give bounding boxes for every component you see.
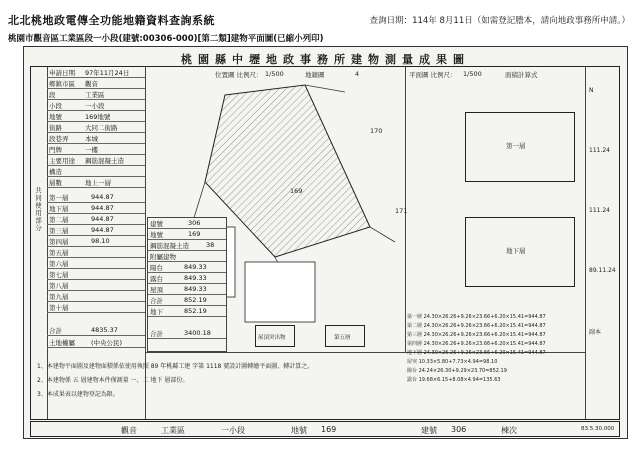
- floor-row: [47, 280, 145, 291]
- info-row: [47, 155, 145, 166]
- first-floor-plan: [465, 112, 575, 182]
- floor-row-label: 第一層: [49, 194, 69, 202]
- info-row-label: 段巷弄: [49, 135, 69, 143]
- info-row: [47, 133, 145, 144]
- attached-row-label: 陽台: [150, 264, 163, 272]
- land-label: 土地權屬: [49, 339, 75, 347]
- attached-row: [148, 284, 226, 295]
- floor-row-label: 第七層: [49, 271, 69, 279]
- attached-row: [148, 295, 226, 306]
- info-row-value: 本城: [85, 135, 98, 143]
- bottom-order-label: 棟次: [501, 426, 517, 435]
- info-row: [47, 144, 145, 155]
- info-row-value: 169地號: [85, 113, 111, 121]
- floor-row-label: 第九層: [49, 293, 69, 301]
- floor-row-label: 第八層: [49, 282, 69, 290]
- attached-row-label: 地下: [150, 308, 163, 316]
- info-row-label: 構造: [49, 168, 62, 176]
- bottom-subsection: 一小段: [221, 426, 245, 435]
- bottom-lot-value: 169: [321, 425, 337, 434]
- building-no-label: 建號: [150, 220, 163, 228]
- calc-line: 第三層 24.30×26.26+9.26×23.66+6.20×15.41=944.87: [407, 332, 546, 338]
- attached-row-label: 露台: [150, 275, 163, 283]
- info-row-label: 地號: [49, 113, 62, 121]
- middle-table: [147, 217, 227, 352]
- lot-row: [148, 229, 226, 240]
- survey-sheet: [23, 46, 628, 439]
- info-row: [47, 67, 145, 78]
- attached-row-value: 852.19: [184, 307, 207, 315]
- info-row-label: 小段: [49, 102, 62, 110]
- info-row-label: 街路: [49, 124, 62, 132]
- info-row-value: 97年11月24日: [85, 69, 130, 77]
- floor-row-label: 第三層: [49, 227, 69, 235]
- info-row: [47, 122, 145, 133]
- info-row: [47, 100, 145, 111]
- attached-row-value: 849.33: [184, 274, 207, 282]
- basement-label: 地下層: [506, 247, 526, 255]
- calc-line: 地下層 24.30×26.26+9.26×23.66+6.20×15.41=944.87: [407, 350, 546, 356]
- sum-value: 4835.37: [91, 326, 118, 334]
- usage-row: [148, 251, 226, 262]
- info-row: [47, 78, 145, 89]
- sum-row: [47, 325, 145, 336]
- side-mark: 副本: [589, 329, 602, 336]
- floor-row-label: 第五層: [49, 249, 69, 257]
- floor-row: [47, 291, 145, 302]
- lot-171: 171: [395, 207, 408, 215]
- info-row-label: 主要用途: [49, 157, 75, 165]
- building-no-row: [148, 218, 226, 229]
- sheet-frame: [30, 66, 620, 420]
- info-row-label: 門牌: [49, 146, 62, 154]
- floor-row-label: 第二層: [49, 216, 69, 224]
- floor-row: [47, 258, 145, 269]
- attached-row-value: 852.19: [184, 296, 207, 304]
- bottom-lot-label: 地號: [291, 426, 307, 435]
- info-row-value: 工業區: [85, 91, 105, 99]
- floor-row-value: 944.87: [91, 215, 114, 223]
- floor-row-label: 第六層: [49, 260, 69, 268]
- scale-label-2: 平面圖 比例尺：: [409, 71, 457, 79]
- side-mark: 111.24: [589, 207, 610, 214]
- attached-row-value: 849.33: [184, 263, 207, 271]
- lot-170: 170: [370, 127, 383, 135]
- attached-row-label: 屋頂: [150, 286, 163, 294]
- calc-line: 露台 19.68×6.15+8.08×4.94=135.63: [407, 377, 501, 383]
- calc-line: 第二層 24.30×26.26+9.26×23.66+6.20×15.41=944.87: [407, 323, 546, 329]
- floor-plan: [405, 67, 585, 352]
- info-row: [47, 177, 145, 188]
- info-row: [47, 111, 145, 122]
- area-row: [148, 240, 226, 251]
- calc-line: 屋突 10.33×5.80+7.73×4.94=98.10: [407, 359, 498, 365]
- sum-label: 合計: [49, 327, 62, 335]
- total-row: [148, 328, 226, 339]
- bottom-district: 觀音: [121, 426, 137, 435]
- roof-box: [255, 325, 295, 347]
- bottom-building-value: 306: [451, 425, 467, 434]
- floor-row: [47, 302, 145, 313]
- scale-value-1: 1/500: [265, 70, 284, 78]
- floor-row: [47, 247, 145, 258]
- structure-text: 鋼筋混凝土造: [150, 242, 189, 250]
- note-line: 2、本建物係 五 層建物本件僅測量 一、二 地下 層部份。: [37, 377, 189, 384]
- info-row-value: 一小段: [85, 102, 105, 110]
- floor-row-value: 944.87: [91, 204, 114, 212]
- total-value: 3400.18: [184, 329, 211, 337]
- floor-row-value: 944.87: [91, 193, 114, 201]
- bottom-bar: [30, 421, 620, 437]
- info-row-value: 地上一層: [85, 179, 111, 187]
- scale-label-1: 位置圖 比例尺：: [215, 71, 263, 79]
- owner-note: (中央公民): [91, 339, 123, 347]
- query-date: 查詢日期：114年 8月11日（如需登記謄本，請向地政事務所申請。）: [369, 16, 630, 26]
- attached-row-value: 849.33: [184, 285, 207, 293]
- floor-row-label: 第四層: [49, 238, 69, 246]
- attached-row-label: 合計: [150, 297, 163, 305]
- side-mark: 111.24: [589, 147, 610, 154]
- floor-row: [47, 236, 145, 247]
- area-value: 38: [206, 241, 215, 249]
- side-mark: N: [589, 87, 594, 94]
- calc-line: 第一層 24.30×26.26+9.26×23.66+6.20×15.41=944.87: [407, 314, 546, 320]
- floor-row-label: 地下層: [49, 205, 69, 213]
- small-box-label: 第五層: [334, 335, 351, 341]
- bottom-section: 工業區: [161, 426, 185, 435]
- small-box: [325, 325, 365, 347]
- side-mark: 89.11.24: [589, 267, 616, 274]
- bottom-code: 83.5.30.000: [581, 426, 615, 432]
- note-line: 1、本建物平面圖及建物面積係依使用執照 89 年桃縣工建 字第 1118 號設計圖轉繪平面圖、轉計算之。: [37, 363, 314, 370]
- info-row-value: 一樓: [85, 146, 98, 154]
- floor-row: [47, 192, 145, 203]
- floor-row: [47, 225, 145, 236]
- basement-plan: [465, 217, 575, 287]
- parcel-no: 4: [355, 70, 360, 78]
- lot-number: 169: [290, 187, 303, 195]
- floor-row-label: 第十層: [49, 304, 69, 312]
- calc-line: 陽台 24.24×26.30+9.29×23.70=852.19: [407, 368, 507, 374]
- info-row-value: 大同二街路: [85, 124, 118, 132]
- info-row-value: 觀音: [85, 80, 98, 88]
- floor-row: [47, 214, 145, 225]
- building-no: 306: [188, 219, 201, 227]
- calc-line: 第四層 24.30×26.26+9.26×23.66+6.20×15.41=944.87: [407, 341, 546, 347]
- info-row-label: 申請日期: [49, 69, 75, 77]
- right-marks-column: [585, 67, 620, 419]
- info-row: [47, 166, 145, 177]
- info-row-label: 層數: [49, 179, 62, 187]
- scale-value-2: 1/500: [463, 70, 482, 78]
- parcel-label: 地籍圖: [305, 71, 325, 79]
- floor-row: [47, 203, 145, 214]
- system-title: 北北桃地政電傳全功能地籍資料查詢系統: [8, 14, 215, 27]
- info-row-label: 鄉鎮市區: [49, 80, 75, 88]
- land-row: [47, 337, 145, 348]
- attached-row: [148, 306, 226, 317]
- floor-row: [47, 269, 145, 280]
- usage-label: 附屬建物: [150, 253, 176, 261]
- lot-value: 169: [188, 230, 201, 238]
- area-calc-label: 面積計算式: [505, 71, 538, 79]
- info-row-label: 段: [49, 91, 56, 99]
- info-row-value: 鋼筋混凝土造: [85, 157, 124, 165]
- total-label: 合計: [150, 330, 163, 338]
- attached-row: [148, 273, 226, 284]
- floor-row-value: 98.10: [91, 237, 110, 245]
- bottom-building-label: 建號: [421, 426, 437, 435]
- note-line: 3、本成果表以建物登記為限。: [37, 391, 119, 398]
- roof-box-label: 屋頂突出物: [258, 335, 286, 341]
- document-subtitle: 桃園市觀音區工業區段一小段(建號:00306-000)[第二類]建物平面圖(已縮小列印): [8, 34, 324, 44]
- floor-row-value: 944.87: [91, 226, 114, 234]
- first-floor-label: 第一層: [506, 142, 526, 150]
- attached-row: [148, 262, 226, 273]
- sheet-title: 桃園縣中壢地政事務所建物測量成果圖: [181, 53, 470, 66]
- info-row: [47, 89, 145, 100]
- vertical-label: 共同使用部分: [34, 187, 42, 232]
- lot-label: 地號: [150, 231, 163, 239]
